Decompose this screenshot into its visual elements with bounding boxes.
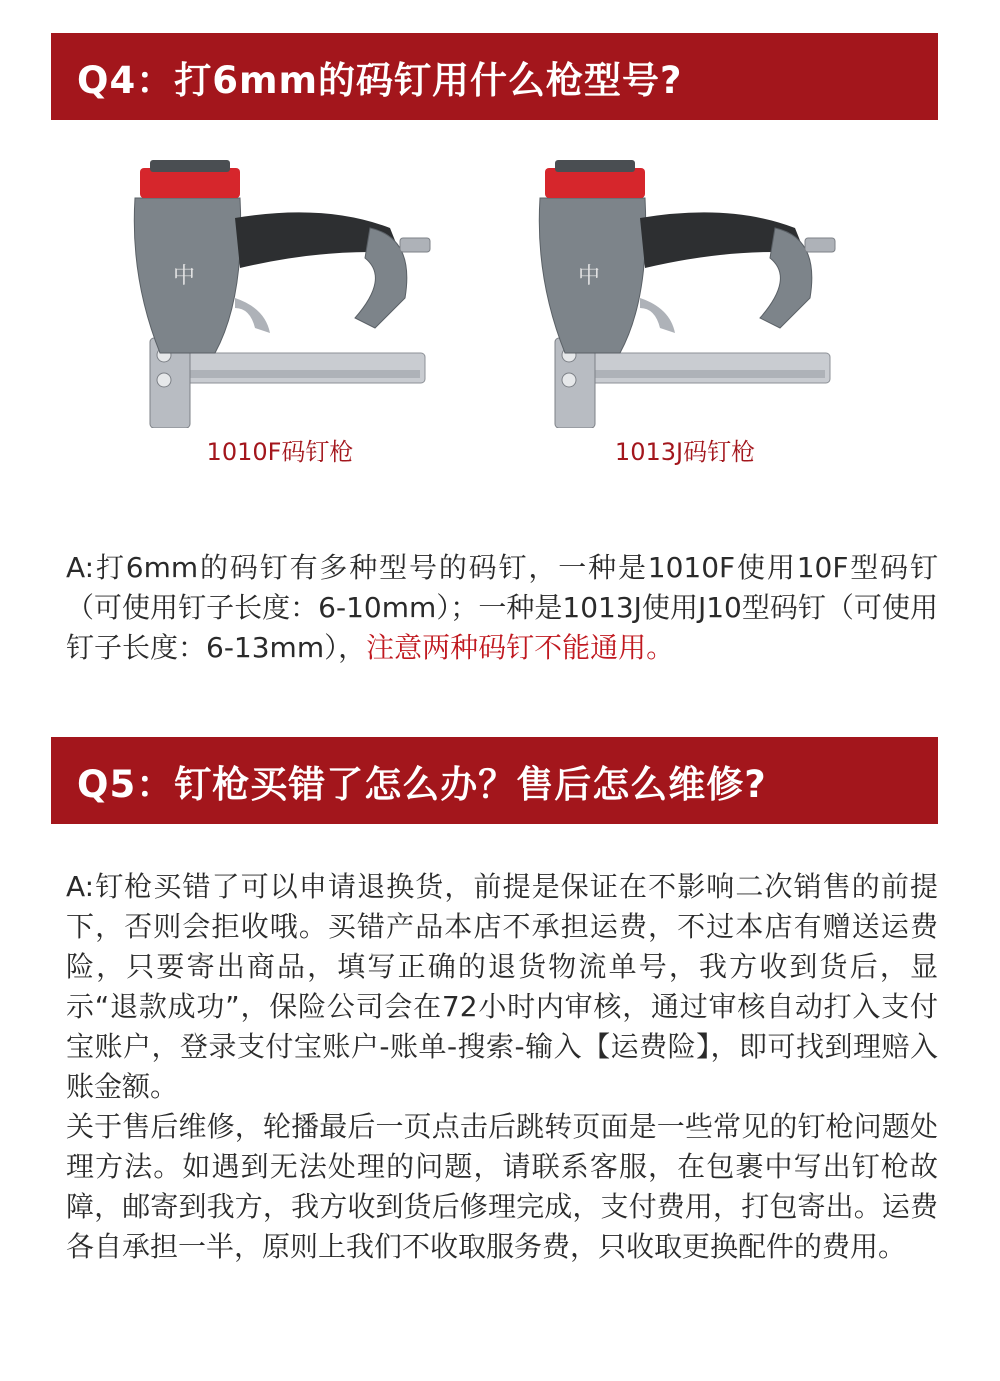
product-1013j — [520, 158, 850, 478]
product-caption: 1010F码钉枪 — [206, 438, 354, 466]
q4-answer — [66, 548, 938, 668]
product-caption: 1013J码钉枪 — [614, 438, 756, 466]
q4-title: Q4：打6mm的码钉用什么枪型号? — [77, 58, 683, 102]
q4-answer-body: A:打6mm的码钉有多种型号的码钉，一种是1010F使用10F型码钉（可使用钉子长度：6-10mm）；一种是1013J使用J10型码钉（可使用钉子长度：6-13mm）， — [66, 551, 938, 664]
q5-answer-paragraph-1: A:钉枪买错了可以申请退换货，前提是保证在不影响二次销售的前提下，否则会拒收哦。买错产品本店不承担运费，不过本店有赠送运费险，只要寄出商品，填写正确的退货物流单号，我方收到货后，显示“退款成功”，保险公司会在72小时内审核，通过审核自动打入支付宝账户，登录支付宝账户-账单-搜索-输入【运费险】，即可找到理赔入账金额。 — [66, 870, 938, 1103]
q4-banner — [51, 33, 938, 120]
q5-answer-paragraph-2: 关于售后维修，轮播最后一页点击后跳转页面是一些常见的钉枪问题处理方法。如遇到无法处理的问题，请联系客服，在包裹中写出钉枪故障，邮寄到我方，我方收到货后修理完成，支付费用，打包寄出。运费各自承担一半，原则上我们不收取服务费，只收取更换配件的费用。 — [66, 1110, 938, 1263]
nail-gun-image — [115, 158, 445, 428]
q4-answer-highlight: 注意两种码钉不能通用。 — [366, 631, 675, 664]
q5-banner — [51, 737, 938, 824]
q4-answer-text — [66, 548, 938, 668]
svg-text:中: 中 — [173, 264, 196, 289]
q5-title: Q5：钉枪买错了怎么办？售后怎么维修? — [77, 762, 767, 806]
nail-gun-image — [520, 158, 850, 428]
product-1010f — [115, 158, 445, 478]
q5-answer — [66, 867, 938, 1267]
svg-text:中: 中 — [578, 264, 601, 289]
